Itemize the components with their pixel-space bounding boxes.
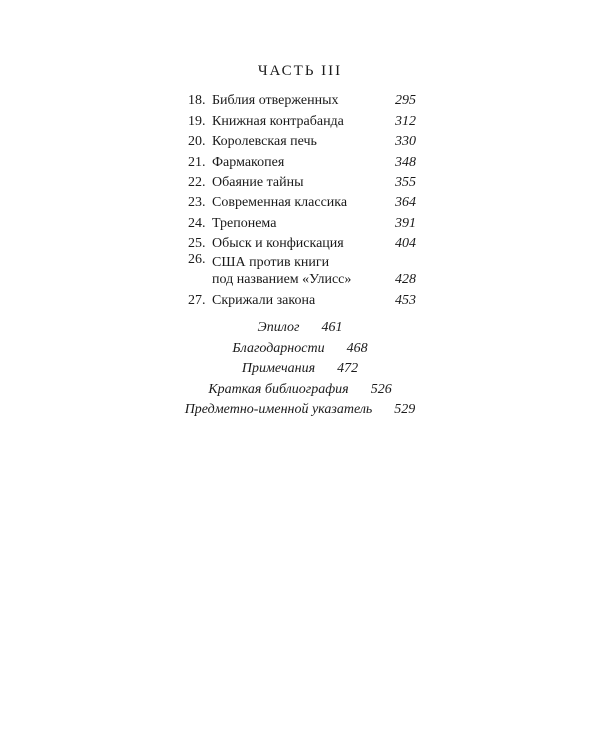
chapter-page: 404: [395, 236, 416, 252]
chapter-page: 453: [395, 292, 416, 308]
chapter-number: 19.: [188, 113, 206, 129]
chapter-number: 18.: [188, 93, 206, 109]
toc-entry: [188, 171, 416, 191]
backmatter-entry: [0, 339, 600, 360]
chapter-page: 312: [395, 113, 416, 129]
backmatter-entry: [0, 359, 600, 380]
chapter-title: [212, 254, 389, 288]
backmatter-page: 461: [321, 320, 343, 335]
chapter-title: Современная классика: [212, 195, 348, 211]
toc-entry: [188, 130, 416, 150]
toc-entry: [188, 191, 416, 211]
backmatter-page: 472: [337, 361, 359, 377]
chapter-number: 26.: [188, 252, 206, 268]
chapter-number: 25.: [188, 236, 206, 252]
toc-entry: [188, 288, 416, 308]
backmatter-entry: [0, 400, 600, 421]
chapter-title: Книжная контрабанда: [212, 113, 344, 129]
backmatter-list: [0, 318, 600, 421]
backmatter-page: 468: [346, 340, 368, 356]
chapter-page: 364: [395, 195, 416, 211]
toc-entry: [188, 252, 416, 288]
backmatter-title: Предметно-именной указатель: [184, 402, 373, 418]
chapter-number: 21.: [188, 154, 206, 170]
toc-entry: [188, 150, 416, 170]
chapter-title-line2: под названием «Улисс»: [212, 272, 352, 288]
backmatter-title: Благодарности: [232, 340, 325, 356]
chapter-page: 295: [395, 93, 416, 109]
backmatter-entry: [0, 380, 600, 401]
chapter-page: 330: [395, 134, 416, 150]
toc-entry: [188, 89, 416, 109]
chapter-number: 20.: [188, 134, 206, 150]
backmatter-page: 529: [394, 402, 416, 418]
toc-entry: [188, 232, 416, 252]
backmatter-title: Примечания: [241, 361, 316, 377]
chapter-title: Королевская печь: [212, 134, 317, 150]
chapter-number: 24.: [188, 215, 206, 231]
backmatter-entry: [0, 318, 600, 339]
chapter-title-line1: США против книги: [212, 255, 330, 271]
toc-entry: [188, 109, 416, 129]
chapter-page: 428: [395, 272, 416, 288]
toc-entry: [188, 211, 416, 231]
chapter-title: Обаяние тайны: [212, 174, 304, 190]
chapter-page: 391: [395, 215, 416, 231]
chapter-title: Библия отверженных: [212, 93, 339, 109]
chapter-number: 23.: [188, 195, 206, 211]
part-heading: ЧАСТЬ III: [257, 63, 343, 79]
backmatter-title: Краткая библиография: [208, 381, 349, 397]
backmatter-title: Эпилог: [257, 320, 300, 335]
chapter-page: 348: [395, 154, 416, 170]
chapter-page: 355: [395, 174, 416, 190]
chapter-title: Обыск и конфискация: [212, 236, 344, 252]
backmatter-page: 526: [370, 381, 392, 397]
chapter-title: Фармакопея: [212, 154, 285, 170]
chapter-number: 27.: [188, 292, 206, 308]
chapter-list: [188, 89, 416, 309]
chapter-title: Скрижали закона: [212, 292, 316, 308]
chapter-number: 22.: [188, 174, 206, 190]
chapter-title: Трепонема: [212, 215, 277, 231]
